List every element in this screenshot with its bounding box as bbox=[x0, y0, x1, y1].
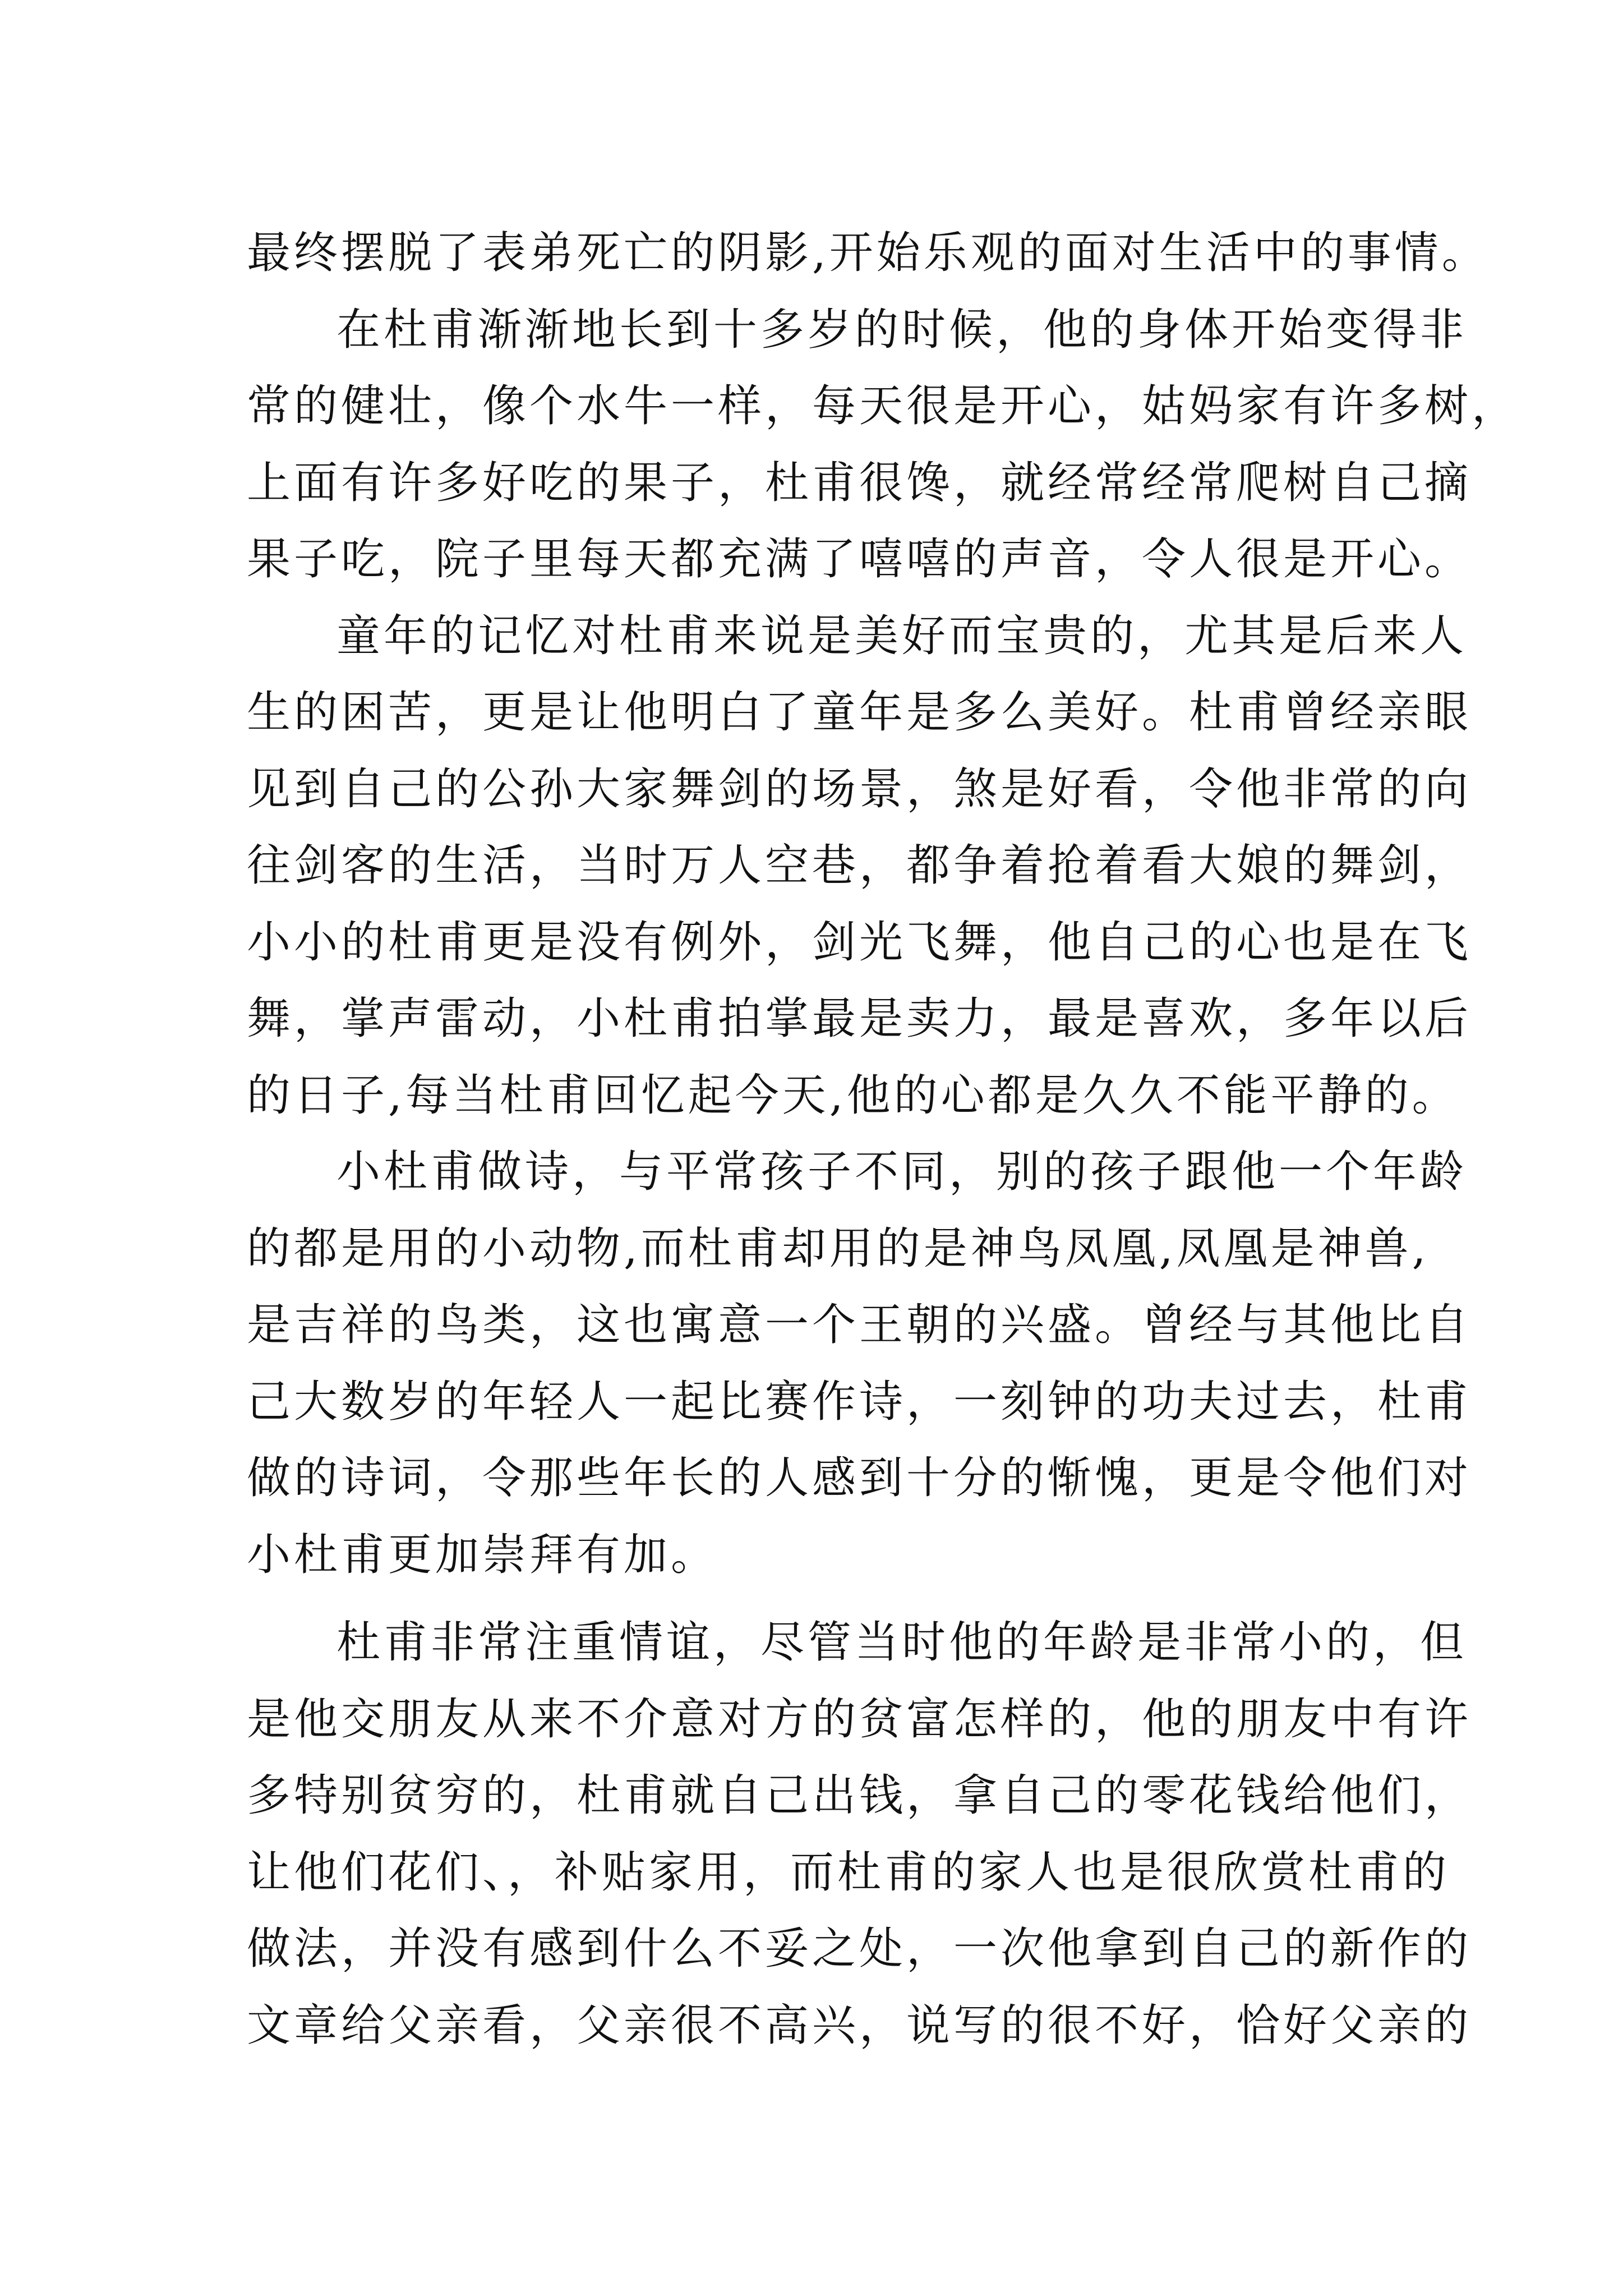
text-line: 的日子,每当杜甫回忆起今天,他的心都是久久不能平静的。 bbox=[247, 1070, 1459, 1121]
text-line: 舞，掌声雷动，小杜甫拍掌最是卖力，最是喜欢，多年以后 bbox=[247, 993, 1472, 1044]
text-line: 做的诗词，令那些年长的人感到十分的惭愧，更是令他们对 bbox=[247, 1453, 1472, 1503]
text-line: 见到自己的公孙大家舞剑的场景，煞是好看，令他非常的向 bbox=[247, 763, 1472, 815]
body-text bbox=[247, 215, 1519, 2064]
text-line: 做法，并没有感到什么不妥之处，一次他拿到自己的新作的 bbox=[247, 1924, 1472, 1974]
text-line: 果子吃，院子里每天都充满了嘻嘻的声音，令人很是开心。 bbox=[247, 534, 1472, 585]
text-line: 小杜甫更加崇拜有加。 bbox=[247, 1529, 718, 1580]
text-line: 常的健壮，像个水牛一样，每天很是开心，姑妈家有许多树， bbox=[247, 381, 1519, 431]
text-line: 是吉祥的鸟类，这也寓意一个王朝的兴盛。曾经与其他比自 bbox=[247, 1300, 1472, 1350]
text-line: 让他们花们、，补贴家用，而杜甫的家人也是很欣赏杜甫的 bbox=[247, 1847, 1450, 1898]
text-line: 文章给父亲看，父亲很不高兴，说写的很不好，恰好父亲的 bbox=[247, 2000, 1472, 2051]
text-line: 是他交朋友从来不介意对方的贫富怎样的，他的朋友中有许 bbox=[247, 1694, 1472, 1745]
text-line: 小小的杜甫更是没有例外，剑光飞舞，他自己的心也是在飞 bbox=[247, 917, 1472, 968]
text-line: 小杜甫做诗，与平常孩子不同，别的孩子跟他一个年龄 bbox=[336, 1147, 1468, 1197]
paragraph-gap bbox=[247, 1593, 1424, 1604]
text-line: 童年的记忆对杜甫来说是美好而宝贵的，尤其是后来人 bbox=[336, 610, 1468, 661]
text-line: 己大数岁的年轻人一起比赛作诗，一刻钟的功夫过去，杜甫 bbox=[247, 1376, 1472, 1427]
text-line: 最终摆脱了表弟死亡的阴影,开始乐观的面对生活中的事情。 bbox=[247, 228, 1489, 278]
text-line: 在杜甫渐渐地长到十多岁的时候，他的身体开始变得非 bbox=[336, 304, 1468, 355]
text-line: 杜甫非常注重情谊，尽管当时他的年龄是非常小的，但 bbox=[336, 1617, 1468, 1668]
text-line: 的都是用的小动物,而杜甫却用的是神鸟凤凰,凤凰是神兽, bbox=[247, 1223, 1430, 1274]
text-line: 往剑客的生活，当时万人空巷，都争着抢着看大娘的舞剑， bbox=[247, 840, 1472, 891]
text-line: 生的困苦，更是让他明白了童年是多么美好。杜甫曾经亲眼 bbox=[247, 687, 1472, 738]
text-line: 多特别贫穷的，杜甫就自己出钱，拿自己的零花钱给他们， bbox=[247, 1770, 1472, 1821]
text-line: 上面有许多好吃的果子，杜甫很馋，就经常经常爬树自己摘 bbox=[247, 457, 1472, 508]
